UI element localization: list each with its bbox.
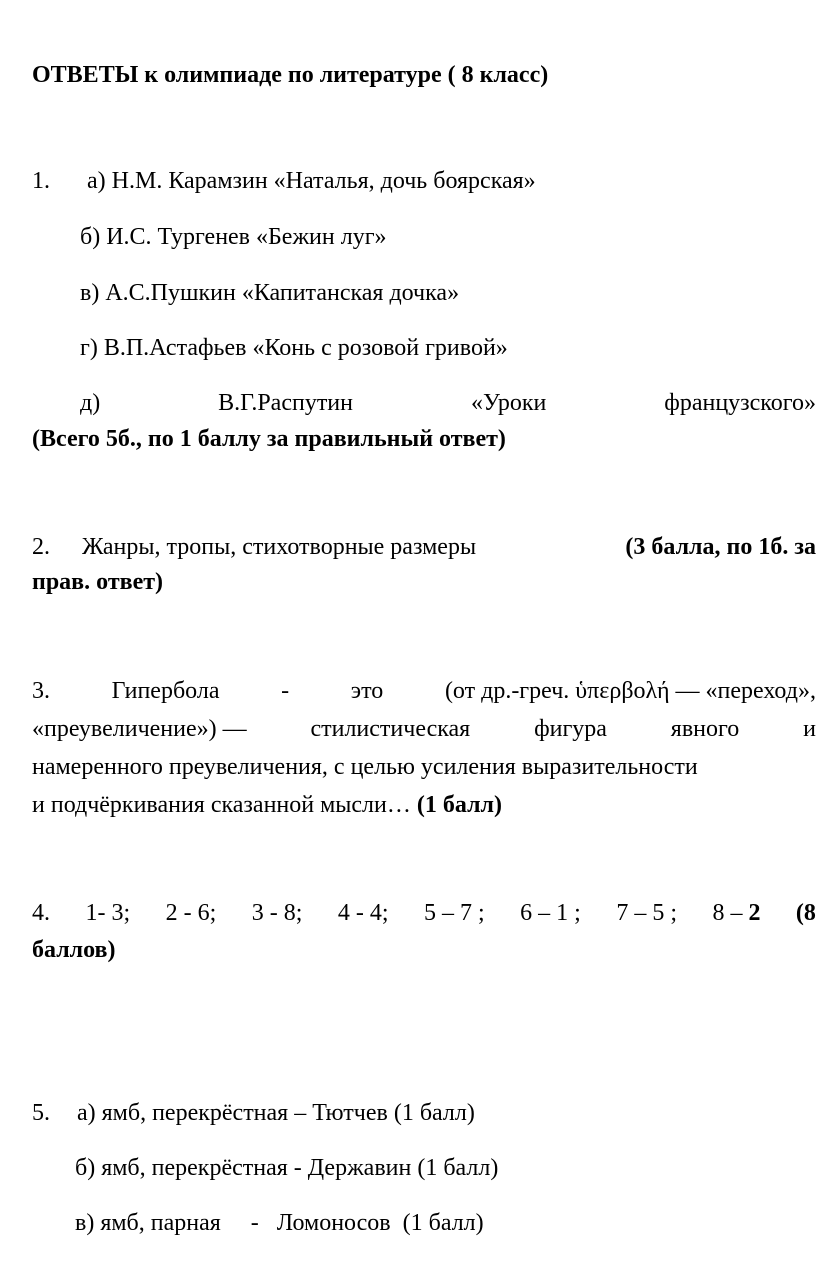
q4-pair-4: 4 - 4; — [337, 900, 389, 926]
q1-item-e-author: В.Г.Распутин — [218, 390, 353, 416]
q3-line-1 — [32, 676, 816, 706]
q3-line-2 — [32, 714, 816, 744]
q3-word-3: это — [350, 678, 384, 704]
q1-item-b: б) И.С. Тургенев «Бежин луг» — [80, 224, 387, 250]
q5-number: 5. — [32, 1100, 50, 1126]
q1-item-c: в) А.С.Пушкин «Капитанская дочка» — [80, 280, 460, 306]
q4-pair-1: 1- 3; — [85, 900, 131, 926]
q2-number: 2. — [32, 534, 50, 560]
q3-word-1: Гипербола — [111, 678, 220, 704]
q5-item-c: в) ямб, парная - Ломоносов (1 балл) — [75, 1210, 484, 1236]
q5-line-a — [32, 1098, 816, 1128]
q3-number: 3. — [32, 678, 50, 704]
q3-word-6: стилистическая — [310, 716, 471, 742]
q1-line-a — [32, 166, 816, 196]
q4-pair-7: 7 – 5 ; — [616, 900, 677, 926]
q3-line-4 — [32, 790, 816, 820]
q3-word-5: «преувеличение») — — [32, 716, 247, 742]
q3-line-3: намеренного преувеличения, с целью усиления выразительности — [32, 754, 698, 780]
q3-word-2: - — [281, 678, 290, 704]
q3-word-8: явного — [670, 716, 740, 742]
q1-item-a: а) Н.М. Карамзин «Наталья, дочь боярская» — [87, 168, 536, 194]
page-title: ОТВЕТЫ к олимпиаде по литературе ( 8 класс) — [32, 62, 549, 88]
q1-item-e-title-1: «Уроки — [470, 390, 547, 416]
q4-pair-8-answer: 2 — [748, 900, 761, 926]
q4-pair-8-text: 8 – — [712, 900, 749, 926]
q1-item-e — [80, 388, 816, 418]
q2-line-1 — [32, 532, 816, 562]
q5-item-b: б) ямб, перекрёстная - Державин (1 балл) — [75, 1155, 499, 1181]
q1-number: 1. — [32, 168, 50, 194]
q3-word-4: (от др.-греч. ὑπερβολή — «переход», — [444, 678, 816, 704]
q4-score-part1: (8 — [795, 900, 816, 926]
q4-pair-2: 2 - 6; — [165, 900, 217, 926]
q4-pair-8 — [712, 898, 760, 928]
q5-item-a: а) ямб, перекрёстная – Тютчев (1 балл) — [77, 1100, 475, 1126]
q4-score-part2: баллов) — [32, 937, 116, 963]
q1-item-e-letter: д) — [80, 390, 101, 416]
q3-line-4-text: и подчёркивания сказанной мысли… — [32, 792, 417, 818]
q1-item-d: г) В.П.Астафьев «Конь с розовой гривой» — [80, 335, 508, 361]
q4-line-1 — [32, 898, 816, 928]
q2-score-part2: прав. ответ) — [32, 569, 164, 595]
q1-score: (Всего 5б., по 1 баллу за правильный ответ) — [32, 426, 506, 452]
q4-pair-3: 3 - 8; — [251, 900, 303, 926]
q2-score-part1: (3 балла, по 1б. за — [625, 534, 816, 560]
q3-word-9: и — [803, 716, 816, 742]
q1-item-e-title-2: французского» — [664, 390, 816, 416]
q2-text: Жанры, тропы, стихотворные размеры — [82, 534, 477, 560]
q3-score: (1 балл) — [416, 792, 503, 818]
q4-pair-6: 6 – 1 ; — [520, 900, 581, 926]
q3-word-7: фигура — [534, 716, 607, 742]
q4-number: 4. — [32, 900, 50, 926]
q4-pair-5: 5 – 7 ; — [424, 900, 485, 926]
